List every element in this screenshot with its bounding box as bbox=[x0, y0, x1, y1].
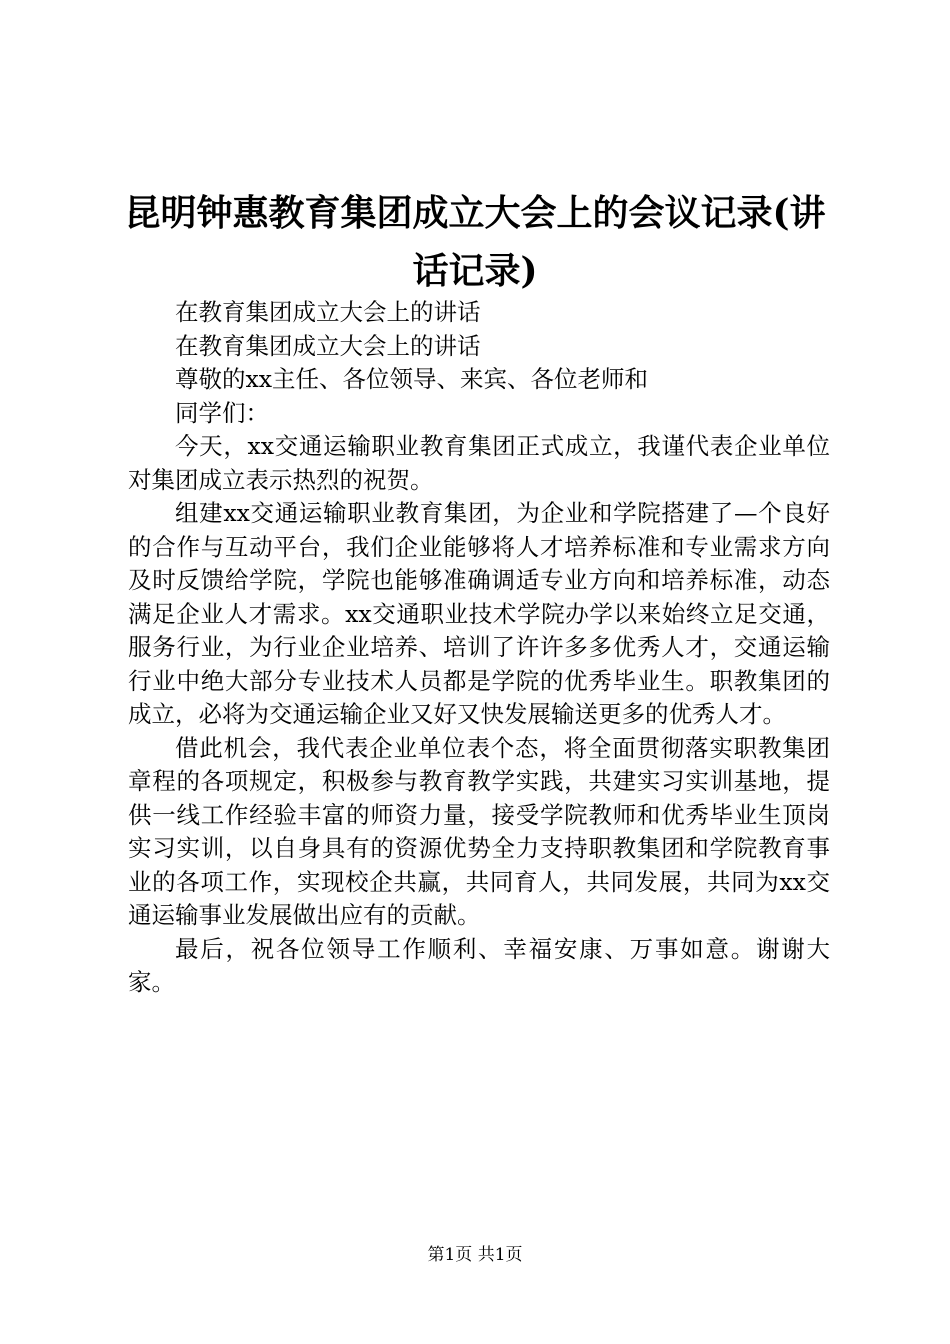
paragraph: 组建xx交通运输职业教育集团，为企业和学院搭建了—个良好的合作与互动平台，我们企业能够将人才培养标准和专业需求方向及时反馈给学院，学院也能够准确调适专业方向和培养标准，动态满足企业人才需求。xx交通职业技术学院办学以来始终立足交通，服务行业，为行业企业培养、培训了许许多多优秀人才，交通运输行业中绝大部分专业技术人员都是学院的优秀毕业生。职教集团的成立，必将为交通运输企业又好又快发展输送更多的优秀人才。 bbox=[128, 499, 830, 728]
paragraph: 在教育集团成立大会上的讲话 bbox=[175, 331, 481, 360]
page-number-footer: 第1页 共1页 bbox=[427, 1245, 523, 1265]
document-title: 昆明钟惠教育集团成立大会上的会议记录(讲话记录) bbox=[124, 192, 826, 292]
paragraph: 同学们： bbox=[175, 398, 269, 427]
paragraph: 最后，祝各位领导工作顺利、幸福安康、万事如意。谢谢大家。 bbox=[128, 934, 830, 996]
paragraph: 在教育集团成立大会上的讲话 bbox=[175, 298, 481, 326]
paragraph: 借此机会，我代表企业单位表个态，将全面贯彻落实职教集团章程的各项规定，积极参与教育教学实践，共建实习实训基地，提供一线工作经验丰富的师资力量，接受学院教师和优秀毕业生顶岗实习实训，以自身具有的资源优势全力支持职教集团和学院教育事业的各项工作，实现校企共赢，共同育人，共同发展，共同为xx交通运输事业发展做出应有的贡献。 bbox=[128, 733, 830, 929]
paragraph: 今天，xx交通运输职业教育集团正式成立，我谨代表企业单位对集团成立表示热烈的祝贺。 bbox=[128, 432, 830, 494]
document-body bbox=[128, 296, 830, 1000]
paragraph: 尊敬的xx主任、各位领导、来宾、各位老师和 bbox=[175, 365, 649, 393]
